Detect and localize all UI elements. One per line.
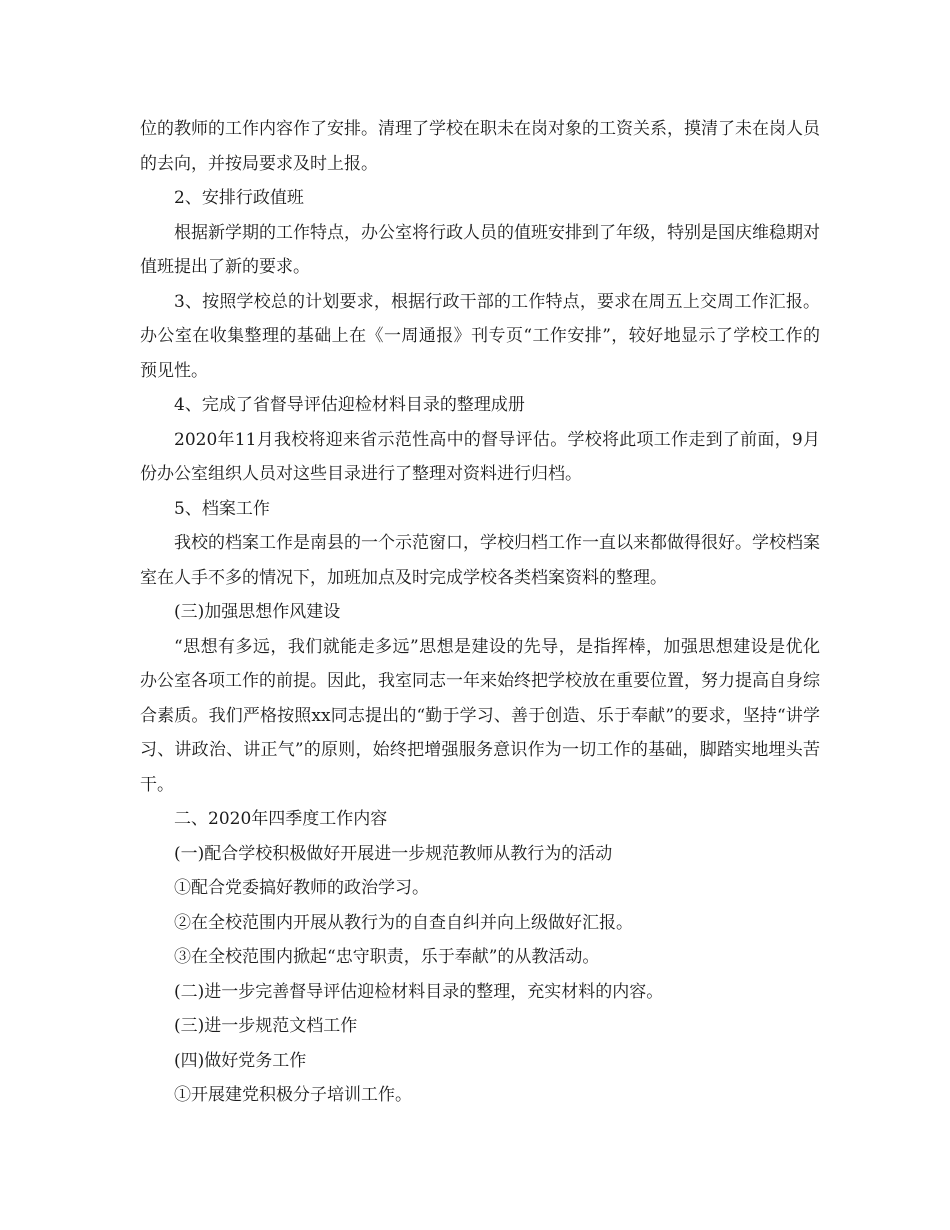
list-item: ①配合党委搞好教师的政治学习。: [174, 878, 429, 898]
paragraph: 根据新学期的工作特点，办公室将行政人员的值班安排到了年级，特别是国庆维稳期对值班提出了新的要求。: [140, 222, 820, 277]
section-heading-q4-work: 二、2020年四季度工作内容: [174, 809, 388, 829]
paragraph: 我校的档案工作是南县的一个示范窗口，学校归档工作一直以来都做得很好。学校档案室在人手不多的情况下，加班加点及时完成学校各类档案资料的整理。: [140, 533, 820, 588]
list-item: (一)配合学校积极做好开展进一步规范教师从教行为的活动: [174, 843, 613, 864]
paragraph-continuation: 位的教师的工作内容作了安排。清理了学校在职未在岗对象的工资关系，摸清了未在岗人员的去向，并按局要求及时上报。: [140, 119, 820, 174]
paragraph: “思想有多远，我们就能走多远”思想是建设的先导，是指挥棒，加强思想建设是优化办公室各项工作的前提。因此，我室同志一年来始终把学校放在重要位置，努力提高自身综合素质。我们严格按照xx同志提出的“勤于学习、善于创造、乐于奉献”的要求，坚持“讲学习、讲政治、讲正气”的原则，始终把增强服务意识作为一切工作的基础，脚踏实地埋头苦干。: [140, 636, 820, 795]
list-item: ③在全校范围内掀起“忠守职责，乐于奉献”的从教活动。: [174, 947, 600, 967]
list-item: (四)做好党务工作: [174, 1050, 307, 1071]
list-item: (二)进一步完善督导评估迎检材料目录的整理，充实材料的内容。: [174, 981, 664, 1002]
document-body: [140, 112, 820, 1113]
list-item: ①开展建党积极分子培训工作。: [174, 1085, 412, 1105]
paragraph: 2020年11月我校将迎来省示范性高中的督导评估。学校将此项工作走到了前面，9月份办公室组织人员对这些目录进行了整理对资料进行归档。: [140, 429, 820, 484]
section-heading-ideology: (三)加强思想作风建设: [174, 602, 341, 622]
section-heading-duty-roster: 2、安排行政值班: [174, 188, 304, 208]
list-item: ②在全校范围内开展从教行为的自查自纠并向上级做好汇报。: [174, 912, 633, 933]
section-heading-archives: 5、档案工作: [174, 498, 270, 519]
list-item: (三)进一步规范文档工作: [174, 1016, 358, 1036]
section-heading-inspection-materials: 4、完成了省督导评估迎检材料目录的整理成册: [174, 395, 525, 415]
paragraph: 3、按照学校总的计划要求，根据行政干部的工作特点，要求在周五上交周工作汇报。办公室在收集整理的基础上在《一周通报》刊专页“工作安排”，较好地显示了学校工作的预见性。: [140, 291, 820, 381]
